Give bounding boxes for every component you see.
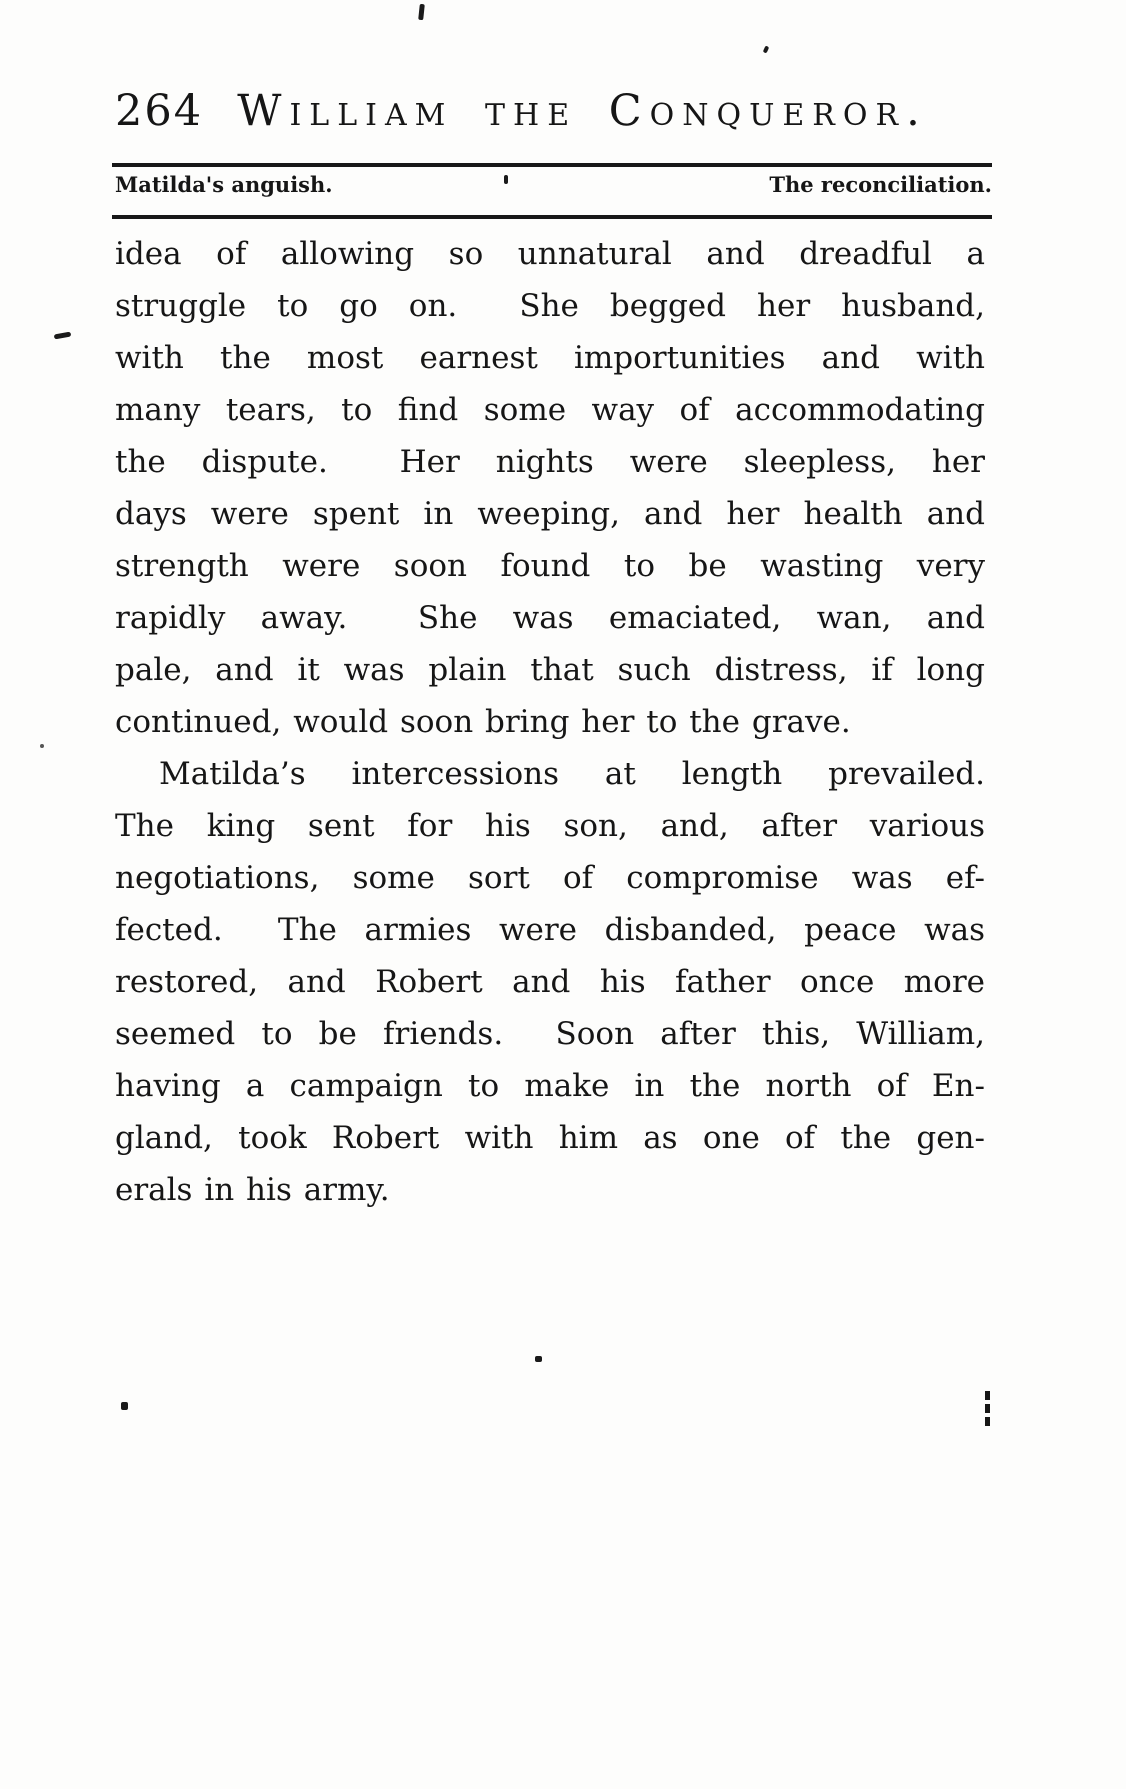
header-rule-top [112, 163, 992, 167]
ink-speck [418, 4, 425, 20]
ink-speck [535, 1356, 542, 1362]
book-title: William the Conqueror. [237, 86, 928, 136]
text-line: idea of allowing so unnatural and dreadful a [115, 236, 985, 272]
text-line: many tears, to find some way of accommodating [115, 392, 985, 428]
text-line: erals in his army. [115, 1172, 390, 1208]
ink-speck [763, 45, 770, 53]
text-line: The king sent for his son, and, after various [115, 808, 985, 844]
running-head-left: Matilda's anguish. [115, 172, 333, 197]
page-number: 264 [115, 86, 204, 136]
text-line: restored, and Robert and his father once more [115, 964, 985, 1000]
text-line: continued, would soon bring her to the grave. [115, 704, 851, 740]
text-line: fected. The armies were disbanded, peace was [115, 912, 985, 948]
text-line: strength were soon found to be wasting very [115, 548, 985, 584]
text-line: the dispute. Her nights were sleepless, her [115, 444, 985, 480]
body-text [115, 228, 985, 1216]
text-line: days were spent in weeping, and her health and [115, 496, 985, 532]
header-rule-bottom [112, 215, 992, 219]
ink-speck [985, 1391, 990, 1427]
ink-speck [504, 175, 508, 184]
text-line: negotiations, some sort of compromise was ef- [115, 860, 985, 896]
ink-speck [40, 744, 44, 748]
text-line: gland, took Robert with him as one of the gen- [115, 1120, 985, 1156]
running-heads [115, 170, 992, 200]
ink-speck [54, 332, 72, 340]
text-line: Matilda’s intercessions at length prevailed. [159, 756, 985, 792]
ink-speck [121, 1402, 128, 1410]
text-line: having a campaign to make in the north of En- [115, 1068, 985, 1104]
text-line: with the most earnest importunities and with [115, 340, 985, 376]
running-head-right: The reconciliation. [769, 172, 992, 197]
text-line: struggle to go on. She begged her husband, [115, 288, 985, 324]
text-line: rapidly away. She was emaciated, wan, and [115, 600, 985, 636]
text-line: pale, and it was plain that such distress, if long [115, 652, 985, 688]
page-header [115, 86, 990, 134]
text-line: seemed to be friends. Soon after this, William, [115, 1016, 985, 1052]
